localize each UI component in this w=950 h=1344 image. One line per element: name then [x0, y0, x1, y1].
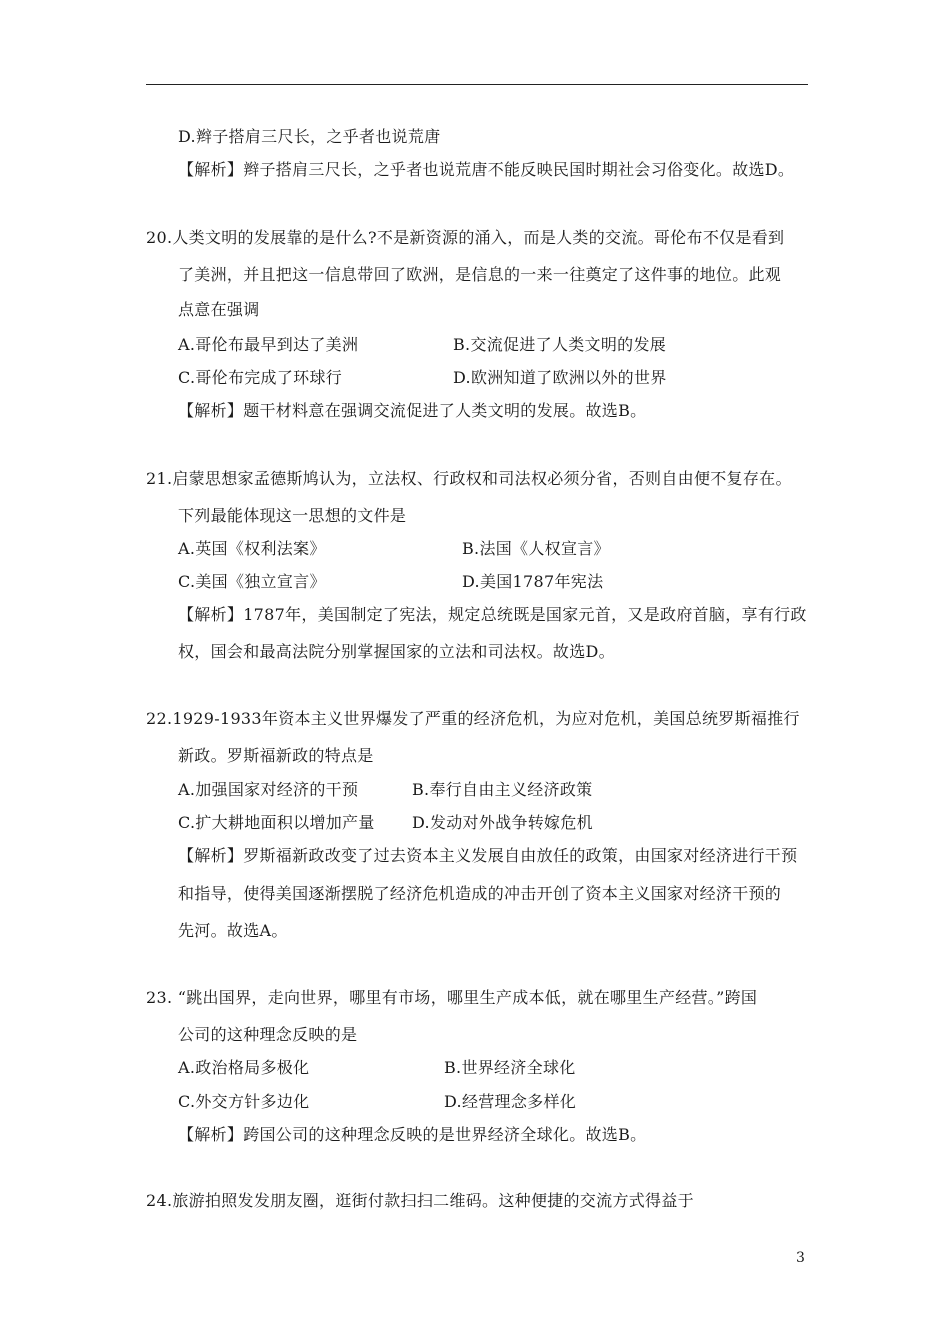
q21-option-c: C.美国《独立宣言》	[178, 572, 326, 591]
q20-stem-line-3: 点意在强调	[178, 300, 260, 319]
q23-option-c: C.外交方针多边化	[178, 1092, 310, 1111]
q23-stem-line-1: 23. “跳出国界，走向世界，哪里有市场，哪里生产成本低，就在哪里生产经营。”跨国	[146, 988, 758, 1007]
q22-option-c: C.扩大耕地面积以增加产量	[178, 813, 375, 832]
q23-option-a: A.政治格局多极化	[178, 1058, 310, 1077]
q23-option-d: D.经营理念多样化	[444, 1092, 577, 1111]
q19-analysis: 【解析】辫子搭肩三尺长，之乎者也说荒唐不能反映民国时期社会习俗变化。故选D。	[178, 160, 795, 179]
q21-analysis-line-1: 【解析】1787年，美国制定了宪法，规定总统既是国家元首，又是政府首脑，享有行政	[178, 605, 807, 624]
q23-option-b: B.世界经济全球化	[444, 1058, 576, 1077]
q22-analysis-line-2: 和指导，使得美国逐渐摆脱了经济危机造成的冲击开创了资本主义国家对经济干预的	[178, 884, 782, 903]
q21-option-a: A.英国《权利法案》	[178, 539, 326, 558]
q24-stem-line-1: 24.旅游拍照发发朋友圈，逛街付款扫扫二维码。这种便捷的交流方式得益于	[146, 1191, 694, 1210]
q19-option-d: D.辫子搭肩三尺长，之乎者也说荒唐	[178, 127, 441, 146]
q22-stem-line-2: 新政。罗斯福新政的特点是	[178, 746, 374, 765]
q21-analysis-line-2: 权，国会和最高法院分别掌握国家的立法和司法权。故选D。	[178, 642, 615, 661]
q22-analysis-line-3: 先河。故选A。	[178, 921, 288, 940]
page-number: 3	[796, 1250, 805, 1266]
q22-option-d: D.发动对外战争转嫁危机	[412, 813, 593, 832]
q20-option-a: A.哥伦布最早到达了美洲	[178, 335, 359, 354]
q21-stem-line-1: 21.启蒙思想家孟德斯鸠认为，立法权、行政权和司法权必须分省，否则自由便不复存在。	[146, 469, 792, 488]
q22-option-a: A.加强国家对经济的干预	[178, 780, 359, 799]
q22-stem-line-1: 22.1929-1933年资本主义世界爆发了严重的经济危机，为应对危机，美国总统罗斯福推行	[146, 709, 800, 728]
q20-stem-line-2: 了美洲，并且把这一信息带回了欧洲，是信息的一来一往奠定了这件事的地位。此观	[178, 265, 782, 284]
q22-analysis-line-1: 【解析】罗斯福新政改变了过去资本主义发展自由放任的政策，由国家对经济进行干预	[178, 846, 798, 865]
q20-option-d: D.欧洲知道了欧洲以外的世界	[453, 368, 667, 387]
q21-option-d: D.美国1787年宪法	[462, 572, 604, 591]
q20-option-b: B.交流促进了人类文明的发展	[453, 335, 667, 354]
q23-stem-line-2: 公司的这种理念反映的是	[178, 1025, 358, 1044]
q23-analysis: 【解析】跨国公司的这种理念反映的是世界经济全球化。故选B。	[178, 1125, 647, 1144]
header-rule	[146, 84, 808, 85]
q20-option-c: C.哥伦布完成了环球行	[178, 368, 343, 387]
q21-option-b: B.法国《人权宣言》	[462, 539, 610, 558]
q20-analysis: 【解析】题干材料意在强调交流促进了人类文明的发展。故选B。	[178, 401, 647, 420]
q22-option-b: B.奉行自由主义经济政策	[412, 780, 593, 799]
q21-stem-line-2: 下列最能体现这一思想的文件是	[178, 506, 407, 525]
q20-stem-line-1: 20.人类文明的发展靠的是什么?不是新资源的涌入，而是人类的交流。哥伦布不仅是看到	[146, 228, 785, 247]
